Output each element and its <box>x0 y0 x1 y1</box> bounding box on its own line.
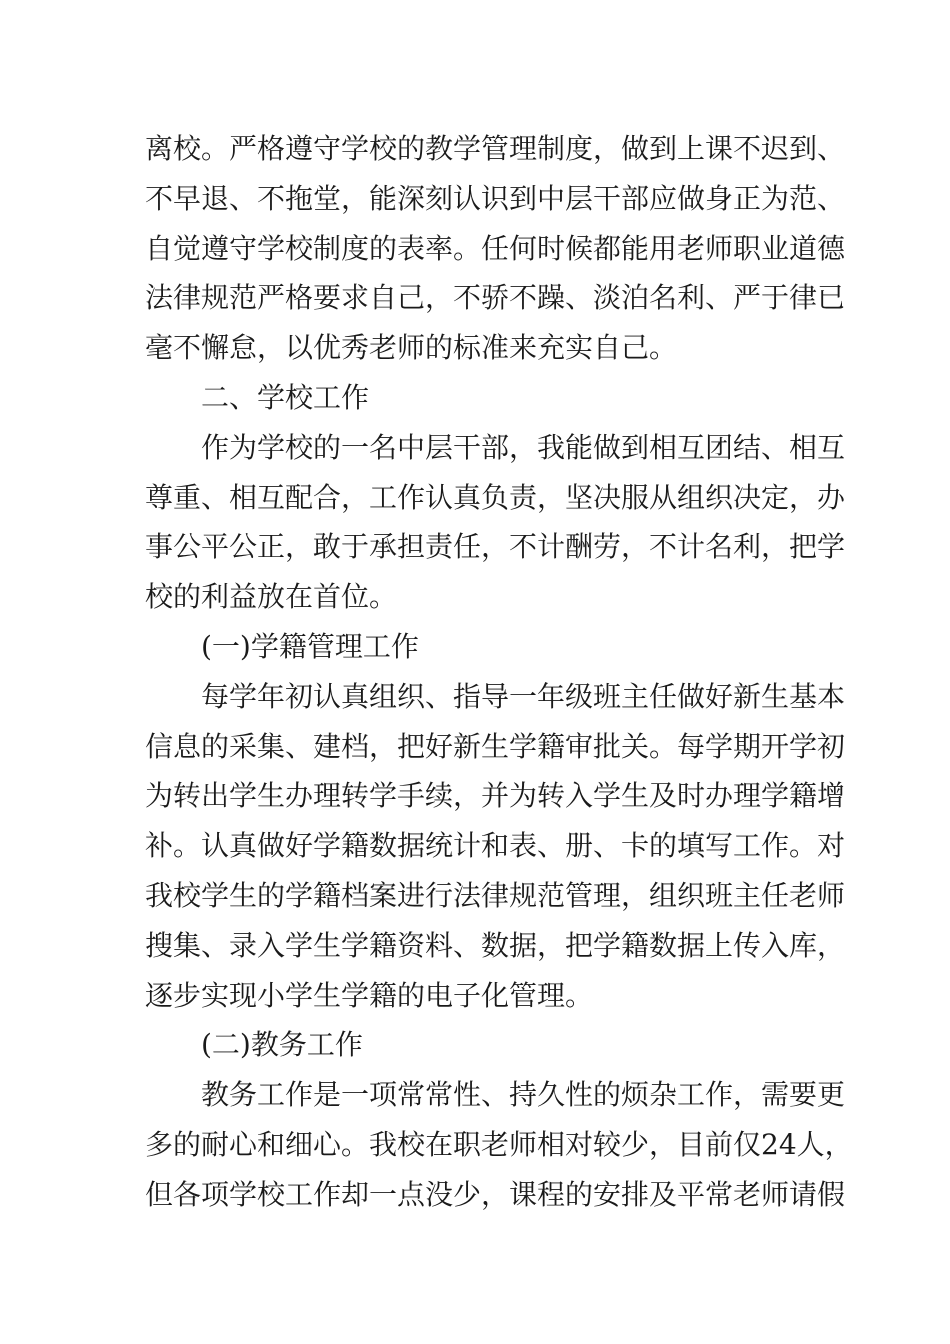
text-line: 法律规范严格要求自己，不骄不躁、淡泊名利、严于律已 <box>145 281 846 315</box>
text-line: 搜集、录入学生学籍资料、数据，把学籍数据上传入库， <box>145 928 846 962</box>
text-line: 信息的采集、建档，把好新生学籍审批关。每学期开学初 <box>145 729 846 763</box>
text-line: 作为学校的一名中层干部，我能做到相互团结、相互 <box>201 430 846 464</box>
text-line: 校的利益放在首位。 <box>145 580 398 614</box>
text-line: 每学年初认真组织、指导一年级班主任做好新生基本 <box>201 679 846 713</box>
text-line: 补。认真做好学籍数据统计和表、册、卡的填写工作。对 <box>145 829 846 863</box>
section-heading: 二、学校工作 <box>201 380 370 414</box>
text-line: 离校。严格遵守学校的教学管理制度，做到上课不迟到、 <box>145 132 846 165</box>
text-line: 我校学生的学籍档案进行法律规范管理，组织班主任老师 <box>145 878 846 912</box>
text-line: 不早退、不拖堂，能深刻认识到中层干部应做身正为范、 <box>145 181 846 215</box>
text-line: 逐步实现小学生学籍的电子化管理。 <box>145 978 594 1012</box>
text-line: 教务工作是一项常常性、持久性的烦杂工作，需要更 <box>201 1078 846 1112</box>
text-line: 为转出学生办理转学手续，并为转入学生及时办理学籍增 <box>145 779 846 813</box>
text-line: 事公平公正，敢于承担责任，不计酬劳，不计名利，把学 <box>145 530 846 564</box>
document-body <box>145 124 853 1220</box>
subsection-heading: (二)教务工作 <box>201 1028 363 1062</box>
text-line: 毫不懈怠，以优秀老师的标准来充实自己。 <box>145 331 678 365</box>
text-line: 自觉遵守学校制度的表率。任何时候都能用老师职业道德 <box>145 231 846 265</box>
text-line: 多的耐心和细心。我校在职老师相对较少，目前仅24人， <box>145 1127 853 1161</box>
text-line: 尊重、相互配合，工作认真负责，坚决服从组织决定，办 <box>145 480 846 514</box>
text-line: 但各项学校工作却一点没少，课程的安排及平常老师请假 <box>145 1177 846 1211</box>
subsection-heading: (一)学籍管理工作 <box>201 629 419 663</box>
